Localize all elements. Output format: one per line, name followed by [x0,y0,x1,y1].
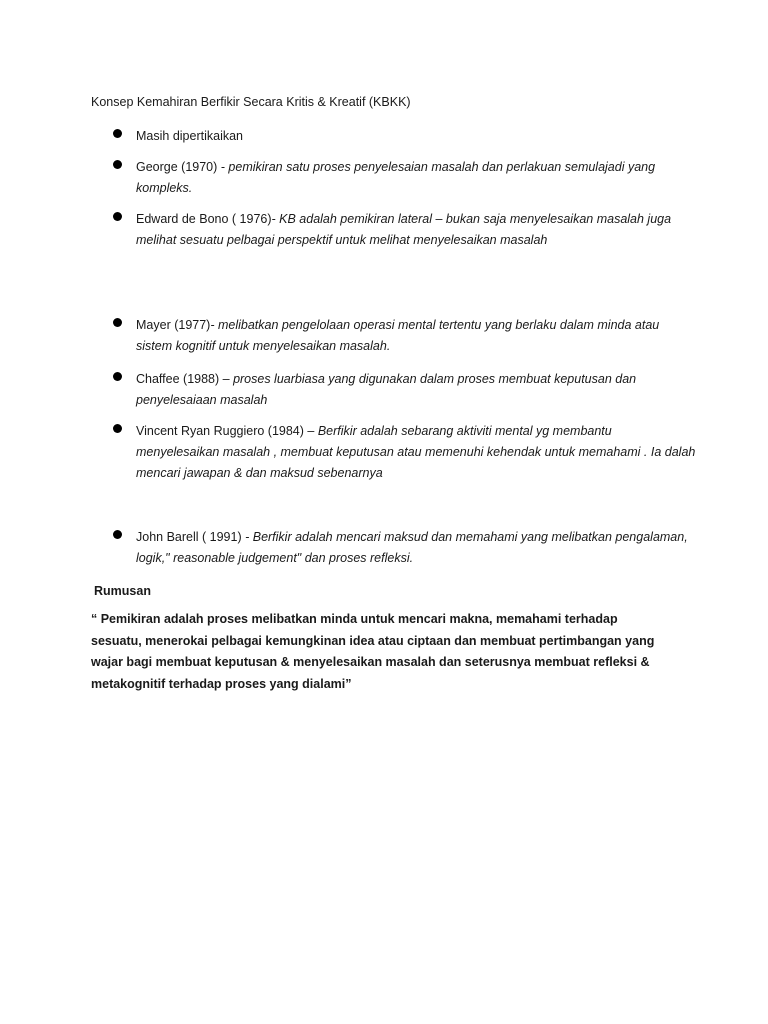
item-name: Masih dipertikaikan [136,129,243,143]
summary-heading: Rumusan [94,584,151,598]
bullet-icon [113,212,122,221]
bullet-icon [113,372,122,381]
summary-quote: “ Pemikiran adalah proses melibatkan minda untuk mencari makna, memahami terhadap sesuatu, menerokai pelbagai kemungkinan idea atau ciptaan dan membuat pertimbangan yang wajar bagi membuat keputusan & menyelesaikan masalah dan seterusnya membuat refleksi & metakognitif terhadap proses yang dialami” [91,612,655,691]
item-name: John Barell ( 1991) [136,530,242,544]
item-description: - pemikiran satu proses penyelesaian masalah dan perlakuan semulajadi yang kompleks. [136,160,656,195]
item-name: Vincent Ryan Ruggiero (1984) [136,424,304,438]
item-name: Edward de Bono ( 1976) [136,212,272,226]
item-description: – proses luarbiasa yang digunakan dalam proses membuat keputusan dan penyelesaiaan masalah [136,372,637,407]
bullet-icon [113,318,122,327]
item-description: – Berfikir adalah sebarang aktiviti mental yg membantu menyelesaikan masalah , membuat keputusan atau memenuhi kehendak untuk memahami . Ia dalah mencari jawapan & dan maksud sebenarnya [136,424,696,480]
item-description: - Berfikir adalah mencari maksud dan memahami yang melibatkan pengalaman, logik," reasonable judgement" dan proses refleksi. [136,530,688,565]
bullet-icon [113,160,122,169]
item-name: Mayer (1977) [136,318,211,332]
item-description: - KB adalah pemikiran lateral – bukan saja menyelesaikan masalah juga melihat sesuatu pelbagai perspektif untuk melihat menyelesaikan masalah [136,212,672,247]
bullet-icon [113,424,122,433]
item-description: - melibatkan pengelolaan operasi mental tertentu yang berlaku dalam minda atau sistem kognitif untuk menyelesaikan masalah. [136,318,660,353]
item-name: Chaffee (1988) [136,372,220,386]
bullet-icon [113,530,122,539]
item-name: George (1970) [136,160,218,174]
bullet-icon [113,129,122,138]
document-title: Konsep Kemahiran Berfikir Secara Kritis & Kreatif (KBKK) [91,95,411,109]
